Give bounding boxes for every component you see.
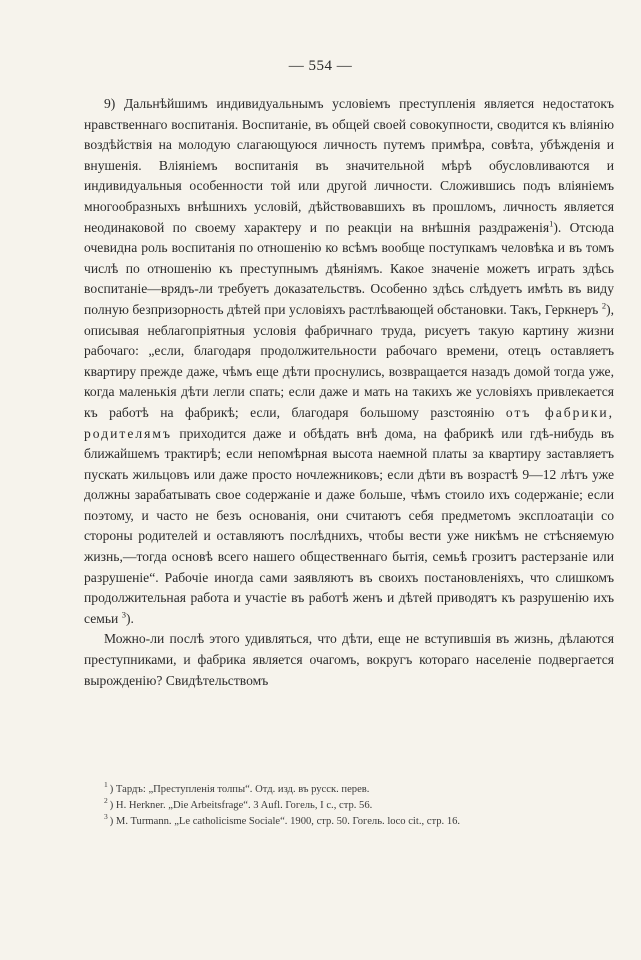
footnote-2-text: ) H. Herkner. „Die Arbeitsfrage“. 3 Aufl. Гогель, I с., стр. 56. (109, 800, 373, 811)
paragraph-1-part-1: 9) Дальнѣйшимъ индивидуальнымъ условіемъ преступленія является недостатокъ нравственнаго воспитанія. Воспитаніе, въ общей своей совокупности, сводится къ вліянію воздѣйствія на молодую слагающуюся личность путемъ примѣра, совѣта, убѣжденія и внушенія. Вліяніемъ воспитанія въ значительной мѣрѣ обусловливаются и индивидуальныя особенности той или другой личности. Сложившись подъ вліяніемъ многообразныхъ внѣшнихъ условій, дѣйствовавшихъ въ прошломъ, личность является неодинаковой по своему характеру и по реакціи на внѣшнія раздраженія (84, 96, 614, 235)
footnote-ref-3: 3 (121, 609, 126, 620)
paragraph-1-part-4: приходится даже и обѣдать внѣ дома, на фабрикѣ или гдѣ-нибудь въ ближайшемъ трактирѣ; если непомѣрная высота наемной платы за квартиру заставляетъ пускать жильцовъ или даже просто ночлежниковъ; если дѣти въ возрастѣ 9—12 лѣтъ уже должны зарабатывать свое содержаніе и даже больше, чѣмъ стоило ихъ содержаніе; если поэтому, и часто не безъ основанія, они считаютъ себя предметомъ эксплоатаціи со стороны родителей и оставляютъ послѣднихъ, чтобы вести уже никѣмъ не стѣсняемую жизнь,—тогда основѣ всего нашего общественнаго бытія, семьѣ грозитъ растерзаніе или разрушеніе“. Рабочіе иногда сами заявляютъ въ своихъ постановленіяхъ, что слишкомъ продолжительная работа и участіе въ работѣ женъ и дѣтей приводятъ къ разрушенію ихъ семьи (84, 425, 614, 626)
paragraph-1-part-3: ), описывая неблагопріятныя условія фабричнаго труда, рисуетъ такую картину жизни рабочаго: „если, благодаря продолжительности рабочаго времени, отецъ оставляетъ квартиру прежде даже, чѣмъ еще дѣти проснулись, возвращается назадъ домой тогда уже, когда маленькія дѣти легли спать; если даже и мать на такихъ же условіяхъ привлекается къ работѣ на фабрикѣ; если, благодаря большому разстоянію (84, 301, 615, 420)
paragraph-1 (84, 94, 614, 629)
footnote-ref-1: 1 (549, 218, 554, 229)
footnote-2-mark: 2 (104, 796, 108, 806)
paragraph-2: Можно-ли послѣ этого удивляться, что дѣти, еще не вступившія въ жизнь, дѣлаются преступниками, и фабрика является очагомъ, вокругъ котораго населеніе подвергается вырожденію? Свидѣтельствомъ (84, 631, 614, 688)
footnote-1-mark: 1 (104, 780, 108, 790)
body-text (84, 94, 614, 691)
footnote-3-mark: 3 (104, 812, 108, 822)
spaced-emphasis: отъ фабрики, родителямъ (84, 404, 615, 441)
paragraph-1-end: ). (125, 610, 134, 626)
footnote-3 (104, 814, 624, 830)
footnote-ref-2: 2 (601, 300, 607, 311)
footnote-2 (104, 798, 624, 814)
footnote-3-text: ) M. Turmann. „Le catholicisme Sociale“. 1900, стр. 50. Гогель. loco cit., стр. 16. (109, 816, 461, 827)
footnote-1 (104, 782, 624, 798)
page-number: — 554 — (288, 58, 353, 74)
paragraph-1-part-2: ). Отсюда очевидна роль воспитанія по отношенію ко всѣмъ вообще поступкамъ человѣка и въ томъ числѣ по отношенію къ преступнымъ дѣяніямъ. Какое значеніе можетъ играть здѣсь воспитаніе—врядъ-ли требуетъ доказательствъ. Особенно здѣсь слѣдуетъ имѣть въ виду полную безпризорность дѣтей при условіяхъ растлѣвающей обстановки. Такъ, Геркнеръ (84, 219, 614, 317)
footnote-1-text: ) Тардъ: „Преступленія толпы“. Отд. изд. въ русск. перев. (109, 784, 370, 795)
footnotes (104, 782, 624, 830)
